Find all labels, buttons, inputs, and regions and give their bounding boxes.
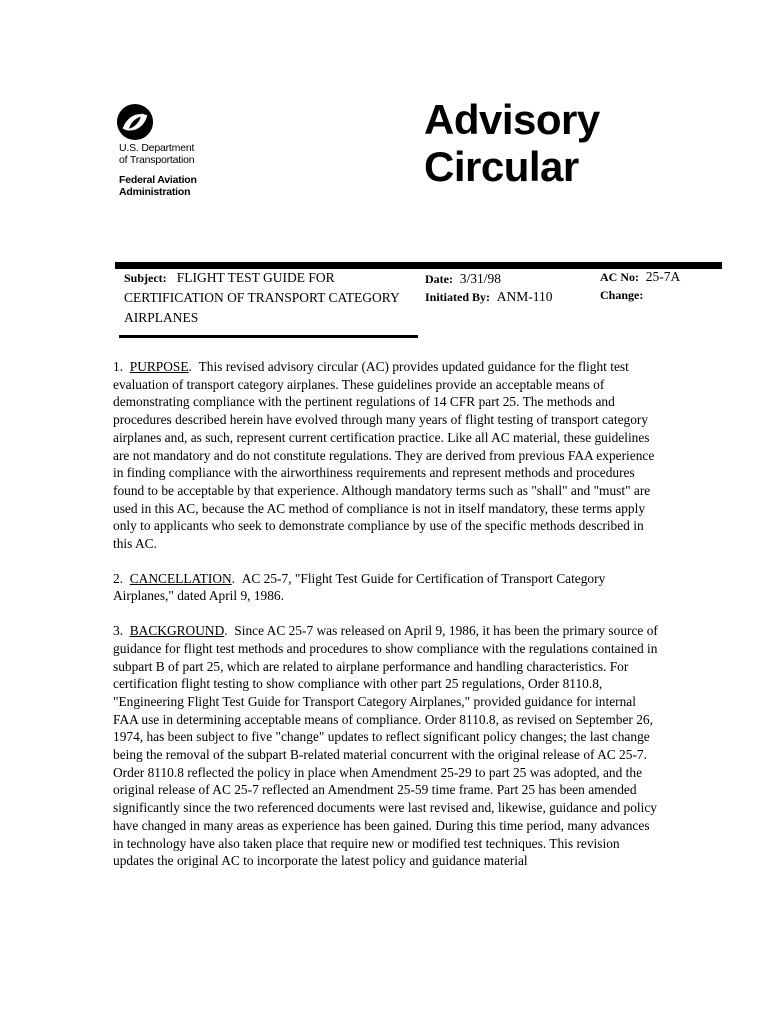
initiated-value: ANM-110 (496, 289, 553, 304)
section-heading: CANCELLATION (129, 570, 232, 586)
ac-number-label: AC No: (600, 270, 639, 284)
agency-line-1: U.S. Department (119, 142, 195, 154)
section-heading: BACKGROUND (129, 623, 225, 639)
subject-label: Subject: (124, 271, 167, 285)
section-text: This revised advisory circular (AC) provides updated guidance for the flight test evaluation of transport category airplanes. These guidelines provide an acceptable means of demonstrating compliance with the pertinent regulations of 14 CFR part 25. The methods and procedures described herein have evolved through many years of flight testing of transport category airplanes and, as such, represent current certification practice. Like all AC material, these guidelines are not mandatory and do not constitute regulations. They are derived from previous FAA experience in finding compliance with the airworthiness requirements and represent methods and procedures found to be acceptable by that experience. Although mandatory terms such as "shall" and "must" are used in this AC, because the AC method of compliance is not in itself mandatory, these terms apply only to applicants who seek to demonstrate compliance by use of the specific methods described in this AC. (113, 359, 655, 552)
ac-number-value: 25-7A (645, 269, 681, 284)
date-block (425, 270, 553, 306)
section-text: Since AC 25-7 was released on April 9, 1986, it has been the primary source of guidance for flight test methods and procedures to show compliance with the regulations contained in subpart B of part 25, which are related to airplane performance and handling characteristics. For certification flight testing to show compliance with other part 25 regulations, Order 8110.8, "Engineering Flight Test Guide for Transport Category Airplanes," provided guidance for internal FAA use in determining acceptable means of compliance. Order 8110.8, as revised on September 26, 1974, has been subject to five "change" updates to reflect significant policy changes; the last change being the removal of the subpart B-related material concurrent with the original release of AC 25-7. Order 8110.8 reflected the policy in place when Amendment 25-29 to part 25 was adopted, and the original release of AC 25-7 reflected an Amendment 25-59 time frame. Part 25 has been amended significantly since the two referenced documents were last revised and, likewise, guidance and policy have changed in many areas as experience has been gained. During this time period, many advances in technology have also taken place that require new or modified test techniques. This revision updates the original AC to incorporate the latest policy and guidance material (113, 623, 658, 869)
agency-line-4: Administration (119, 186, 191, 198)
subject-rule (119, 335, 418, 338)
initiated-label: Initiated By: (425, 290, 491, 304)
section-cancellation: 2. CANCELLATION. AC 25-7, "Flight Test Guide for Certification of Transport Category Airplanes," dated April 9, 1986. (113, 570, 606, 604)
ac-number-block (600, 268, 680, 304)
section-number: 2. (113, 570, 124, 586)
section-background: 3. BACKGROUND. Since AC 25-7 was released on April 9, 1986, it has been the primary source of guidance for flight test methods and procedures to show compliance with the regulations contained in subpart B of part 25, which are related to airplane performance and handling characteristics. For certification flight testing to show compliance with other part 25 regulations, Order 8110.8, "Engineering Flight Test Guide for Transport Category Airplanes," provided guidance for internal FAA use in determining acceptable means of compliance. Order 8110.8, as revised on September 26, 1974, has been subject to five "change" updates to reflect significant policy changes; the last change being the removal of the subpart B-related material concurrent with the original release of AC 25-7. Order 8110.8 reflected the policy in place when Amendment 25-29 to part 25 was adopted, and the original release of AC 25-7 reflected an Amendment 25-59 time frame. Part 25 has been amended significantly since the two referenced documents were last revised and, likewise, guidance and policy have changed in many areas as experience has been gained. During this time period, many advances in technology have also taken place that require new or modified test techniques. This revision updates the original AC to incorporate the latest policy and guidance material (113, 623, 658, 869)
agency-line-3: Federal Aviation (119, 174, 197, 186)
dot-logo-icon (116, 103, 154, 141)
agency-line-2: of Transportation (119, 154, 195, 166)
date-label: Date: (425, 272, 453, 286)
title-line-1: Advisory (424, 96, 600, 143)
subject-block (124, 268, 414, 328)
section-number: 1. (113, 359, 124, 374)
section-text: AC 25-7, "Flight Test Guide for Certification of Transport Category Airplanes," dated April 9, 1986. (113, 570, 606, 604)
subject-text: FLIGHT TEST GUIDE FOR CERTIFICATION OF TRANSPORT CATEGORY AIRPLANES (124, 270, 400, 325)
document-title (424, 96, 600, 190)
document-body (113, 358, 661, 887)
title-line-2: Circular (424, 143, 579, 190)
agency-name (119, 142, 197, 198)
section-heading: PURPOSE (129, 359, 189, 374)
section-purpose: 1. PURPOSE. This revised advisory circular (AC) provides updated guidance for the flight test evaluation of transport category airplanes. These guidelines provide an acceptable means of demonstrating compliance with the pertinent regulations of 14 CFR part 25. The methods and procedures described herein have evolved through many years of flight testing of transport category airplanes and, as such, represent current certification practice. Like all AC material, these guidelines are not mandatory and do not constitute regulations. They are derived from previous FAA experience in finding compliance with the airworthiness requirements and represent methods and procedures found to be acceptable by that experience. Although mandatory terms such as "shall" and "must" are used in this AC, because the AC method of compliance is not in itself mandatory, these terms apply only to applicants who seek to demonstrate compliance by use of the specific methods described in this AC. (113, 359, 655, 552)
date-value: 3/31/98 (459, 271, 501, 286)
change-label: Change: (600, 288, 644, 302)
section-number: 3. (113, 623, 124, 639)
